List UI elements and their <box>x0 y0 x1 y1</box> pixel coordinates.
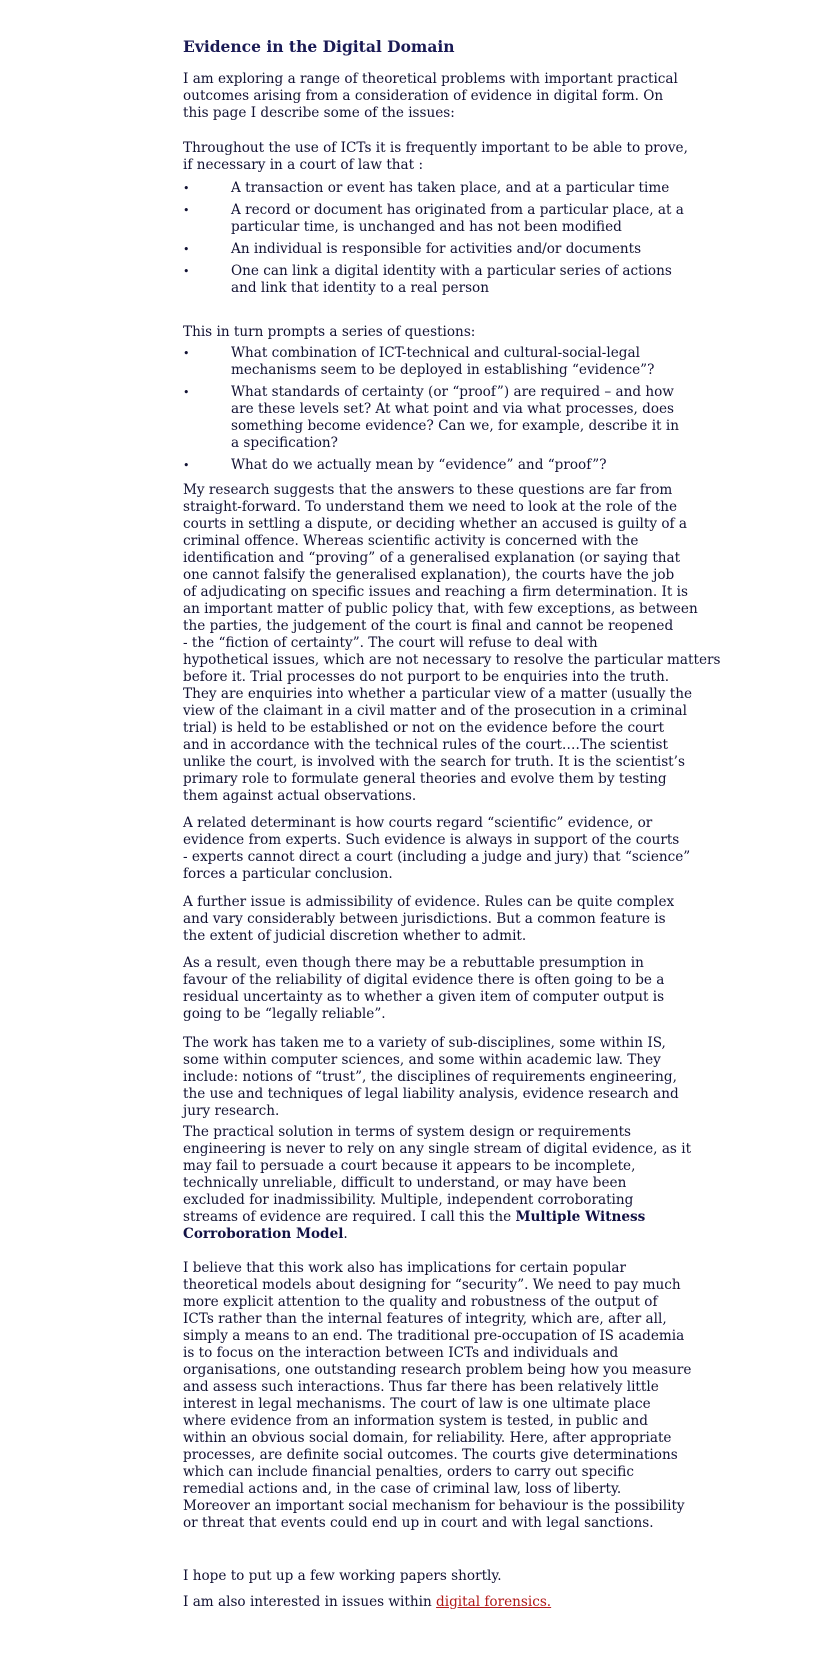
forensics-note: I am also interested in issues within digital forensics. <box>183 1594 552 1610</box>
working-papers-note: I hope to put up a few working papers shortly. <box>183 1568 502 1584</box>
scientific-paragraph: A related determinant is how courts regard “scientific” evidence, or evidence from experts. Such evidence is always in support of the courts - experts cannot direct a court (including a judge and jury) that “science” forces a particular conclusion. <box>183 815 691 882</box>
research-paragraph: My research suggests that the answers to these questions are far from straight-forward. To understand them we need to look at the role of the courts in settling a dispute, or deciding whether an accused is guilty of a criminal offence. Whereas scientific activity is concerned with the identification and “proving” of a generalised explanation (or saying that one cannot falsify the generalised explanation), the courts have the job of adjudicating on specific issues and reaching a firm determination. It is an important matter of public policy that, with few exceptions, as between the parties, the judgement of the court is final and cannot be reopened - the “fiction of certainty”. The court will refuse to deal with hypothetical issues, which are not necessary to resolve the particular matters before it. Trial processes do not purport to be enquiries into the truth. They are enquiries into whether a particular view of a matter (usually the view of the claimant in a civil matter and of the prosecution in a criminal trial) is held to be established or not on the evidence before the court and in accordance with the technical rules of the court….The scientist unlike the court, is involved with the search for truth. It is the scientist’s primary role to formulate general theories and evolve them by testing them against actual observations. <box>183 482 721 804</box>
model-name: Corroboration Model <box>183 1226 344 1242</box>
prove-intro-line: if necessary in a court of law that : <box>183 157 424 173</box>
bullet-icon: • <box>183 243 190 256</box>
bullet-icon: • <box>183 265 190 278</box>
prove-list <box>183 180 684 302</box>
bullet-icon: • <box>183 204 190 217</box>
digital-forensics-link[interactable]: digital forensics. <box>436 1594 552 1610</box>
list-item: • A transaction or event has taken place, and at a particular time <box>183 180 670 196</box>
bullet-icon: • <box>183 182 190 195</box>
practical-paragraph: The practical solution in terms of system design or requirements engineering is never to rely on any single stream of digital evidence, as it may fail to persuade a court because it appears to be incomplete, technically unreliable, difficult to understand, or may have been excluded for inadmissibility. Multiple, independent corroborating streams of evidence are required. I call this the Multiple Witness Corroboration Model. <box>183 1124 692 1242</box>
intro-paragraph <box>183 71 678 122</box>
list-item: • A record or document has originated from a particular place, at a particular time, is unchanged and has not been modified <box>183 202 684 235</box>
list-item: • What do we actually mean by “evidence” and “proof”? <box>183 457 607 473</box>
model-name: Multiple Witness <box>515 1209 646 1225</box>
list-item: • One can link a digital identity with a particular series of actions and link that identity to a real person <box>183 263 672 296</box>
page-title: Evidence in the Digital Domain <box>183 37 455 56</box>
security-paragraph: I believe that this work also has implications for certain popular theoretical models about designing for “security”. We need to pay much more explicit attention to the quality and robustness of the output of ICTs rather than the internal features of integrity, which are, after all, simply a means to an end. The traditional pre-occupation of IS academia is to focus on the interaction between ICTs and individuals and organisations, one outstanding research problem being how you measure and assess such interactions. Thus far there has been relatively little interest in legal mechanisms. The court of law is one ultimate place where evidence from an information system is tested, in public and within an obvious social domain, for reliability. Here, after appropriate processes, are definite social outcomes. The courts give determinations which can include financial penalties, orders to carry out specific remedial actions and, in the case of criminal law, loss of liberty. Moreover an important social mechanism for behaviour is the possibility or threat that events could end up in court and with legal sanctions. <box>183 1260 692 1531</box>
work-paragraph: The work has taken me to a variety of sub-disciplines, some within IS, some within computer sciences, and some within academic law. They include: notions of “trust”, the disciplines of requirements engineering, the use and techniques of legal liability analysis, evidence research and jury research. <box>183 1035 679 1119</box>
prove-intro-line: Throughout the use of ICTs it is frequently important to be able to prove, <box>183 140 688 156</box>
bullet-icon: • <box>183 347 190 360</box>
result-paragraph: As a result, even though there may be a rebuttable presumption in favour of the reliability of digital evidence there is often going to be a residual uncertainty as to whether a given item of computer output is going to be “legally reliable”. <box>183 955 665 1022</box>
bullet-icon: • <box>183 459 190 472</box>
list-item: • What standards of certainty (or “proof”) are required – and how are these levels set? At what point and via what processes, does something become evidence? Can we, for example, describe it in a specification? <box>183 384 679 451</box>
intro-line: outcomes arising from a consideration of evidence in digital form. On <box>183 88 664 104</box>
questions-intro: This in turn prompts a series of questions: <box>183 324 476 340</box>
intro-line: this page I describe some of the issues: <box>183 105 455 121</box>
intro-line: I am exploring a range of theoretical problems with important practical <box>183 71 678 87</box>
list-item: • An individual is responsible for activities and/or documents <box>183 241 642 257</box>
questions-list <box>183 345 679 479</box>
bullet-icon: • <box>183 386 190 399</box>
list-item: • What combination of ICT-technical and cultural-social-legal mechanisms seem to be deployed in establishing “evidence”? <box>183 345 655 378</box>
prove-intro <box>183 140 688 174</box>
admissibility-paragraph: A further issue is admissibility of evidence. Rules can be quite complex and vary considerably between jurisdictions. But a common feature is the extent of judicial discretion whether to admit. <box>183 894 675 944</box>
